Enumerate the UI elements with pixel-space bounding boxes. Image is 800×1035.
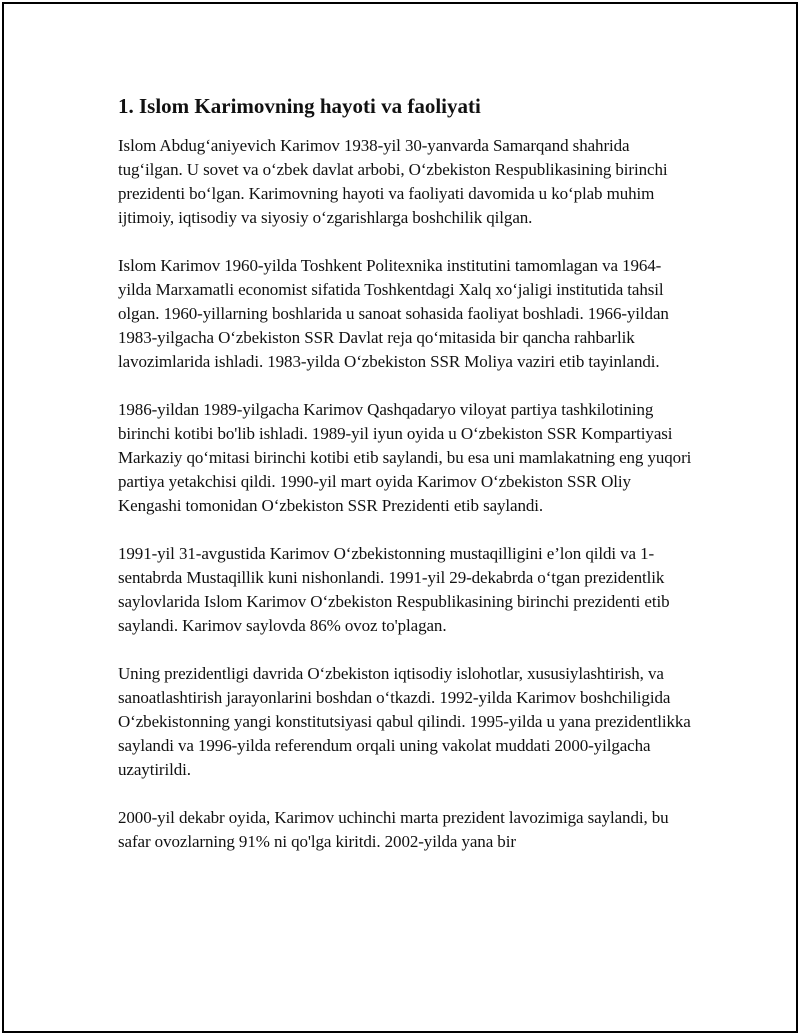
document-body	[118, 92, 692, 878]
paragraph-3: 1986-yildan 1989-yilgacha Karimov Qashqadaryo viloyat partiya tashkilotining birinchi kotibi bo'lib ishladi. 1989-yil iyun oyida u O‘zbekiston SSR Kompartiyasi Markaziy qo‘mitasi birinchi kotibi etib saylandi, bu esa uni mamlakatning eng yuqori partiya yetakchisi qildi. 1990-yil mart oyida Karimov O‘zbekiston SSR Oliy Kengashi tomonidan O‘zbekiston SSR Prezidenti etib saylandi.	[118, 400, 692, 515]
paragraph-5: Uning prezidentligi davrida O‘zbekiston iqtisodiy islohotlar, xususiylashtirish, va sanoatlashtirish jarayonlarini boshdan o‘tkazdi. 1992-yilda Karimov boshchiligida O‘zbekistonning yangi konstitutsiyasi qabul qilindi. 1995-yilda u yana prezidentlikka saylandi va 1996-yilda referendum orqali uning vakolat muddati 2000-yilgacha uzaytirildi.	[118, 664, 691, 779]
paragraph-6: 2000-yil dekabr oyida, Karimov uchinchi marta prezident lavozimiga saylandi, bu safar ovozlarning 91% ni qo'lga kiritdi. 2002-yilda yana bir	[118, 808, 669, 851]
paragraph-2: Islom Karimov 1960-yilda Toshkent Politexnika institutini tamomlagan va 1964-yilda Marxamatli economist sifatida Toshkentdagi Xalq xo‘jaligi institutida tahsil olgan. 1960-yillarning boshlarida u sanoat sohasida faoliyat boshladi. 1966-yildan 1983-yilgacha O‘zbekiston SSR Davlat reja qo‘mitasida bir qancha rahbarlik lavozimlarida ishladi. 1983-yilda O‘zbekiston SSR Moliya vaziri etib tayinlandi.	[118, 256, 669, 371]
paragraph-1: Islom Abdug‘aniyevich Karimov 1938-yil 30-yanvarda Samarqand shahrida tug‘ilgan. U sovet va o‘zbek davlat arbobi, O‘zbekiston Respublikasining birinchi prezidenti bo‘lgan. Karimovning hayoti va faoliyati davomida u ko‘plab muhim ijtimoiy, iqtisodiy va siyosiy o‘zgarishlarga boshchilik qilgan.	[118, 136, 668, 227]
paragraph-4: 1991-yil 31-avgustida Karimov O‘zbekistonning mustaqilligini e’lon qildi va 1-sentabrda Mustaqillik kuni nishonlandi. 1991-yil 29-dekabrda o‘tgan prezidentlik saylovlarida Islom Karimov O‘zbekiston Respublikasining birinchi prezidenti etib saylandi. Karimov saylovda 86% ovoz to'plagan.	[118, 544, 670, 635]
section-heading: 1. Islom Karimovning hayoti va faoliyati	[118, 94, 481, 118]
